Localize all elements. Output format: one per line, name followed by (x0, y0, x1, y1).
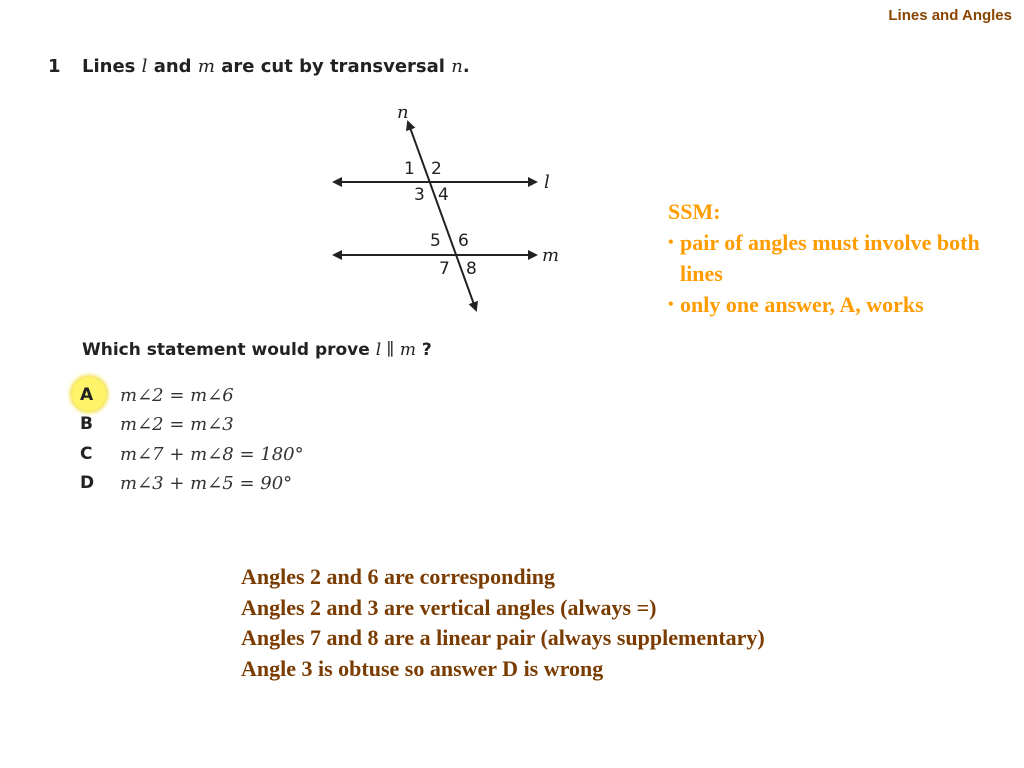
choice-expression: m∠3 + m∠5 = 90° (120, 472, 293, 494)
choice-d[interactable] (80, 471, 292, 495)
choice-letter: C (80, 444, 93, 464)
choice-expression: m∠7 + m∠8 = 180° (120, 443, 304, 465)
choice-expression: m∠2 = m∠6 (120, 384, 234, 406)
stem-suffix: are cut by transversal (221, 56, 445, 77)
stem-and: and (153, 56, 192, 77)
choice-a[interactable] (80, 383, 234, 407)
angle-label-8: 8 (466, 259, 477, 279)
transversal-n (408, 122, 476, 310)
transversal-diagram (320, 100, 580, 320)
ssm-bullet (668, 227, 998, 289)
stem-line-n: n (451, 56, 463, 77)
stem-period: . (462, 56, 470, 77)
prompt-expression: l ∥ m (375, 340, 416, 360)
choice-letter: A (80, 385, 94, 405)
note-line: Angle 3 is obtuse so answer D is wrong (241, 655, 604, 681)
note-line: Angles 2 and 6 are corresponding (241, 564, 555, 589)
bullet-icon: • (668, 296, 674, 313)
choice-c[interactable] (80, 442, 304, 466)
slide-title: Lines and Angles (888, 7, 1012, 24)
angle-label-6: 6 (458, 231, 469, 251)
question-number: 1 (48, 56, 61, 77)
note-line: Angles 2 and 3 are vertical angles (always =) (241, 594, 657, 620)
angle-label-3: 3 (414, 185, 425, 205)
angle-label-4: 4 (438, 185, 449, 205)
stem-prefix: Lines (82, 56, 136, 77)
ssm-bullet-text: only one answer, A, works (680, 292, 924, 317)
choice-letter: B (80, 414, 93, 434)
prompt-prefix: Which statement would prove (82, 340, 370, 360)
question-stem (82, 56, 470, 77)
angle-label-1: 1 (404, 159, 415, 179)
stem-line-l: l (141, 56, 148, 77)
ssm-bullet (668, 289, 998, 320)
choice-expression: m∠2 = m∠3 (120, 413, 234, 435)
label-n: n (397, 102, 409, 123)
label-m: m (542, 245, 560, 266)
note-line: Angles 7 and 8 are a linear pair (always supplementary) (241, 625, 765, 650)
explanation-notes (241, 562, 765, 684)
stem-line-m: m (197, 56, 215, 77)
ssm-title: SSM: (668, 199, 721, 224)
bullet-icon: • (668, 234, 674, 251)
angle-label-2: 2 (431, 159, 442, 179)
label-l: l (544, 172, 550, 193)
choice-letter: D (80, 473, 95, 493)
angle-label-5: 5 (430, 231, 441, 251)
ssm-bullet-text: pair of angles must involve both lines (680, 230, 980, 286)
ssm-notes (668, 196, 998, 320)
prompt-suffix: ? (421, 340, 432, 360)
question-prompt (82, 340, 432, 360)
angle-label-7: 7 (439, 259, 450, 279)
choice-b[interactable] (80, 412, 234, 436)
